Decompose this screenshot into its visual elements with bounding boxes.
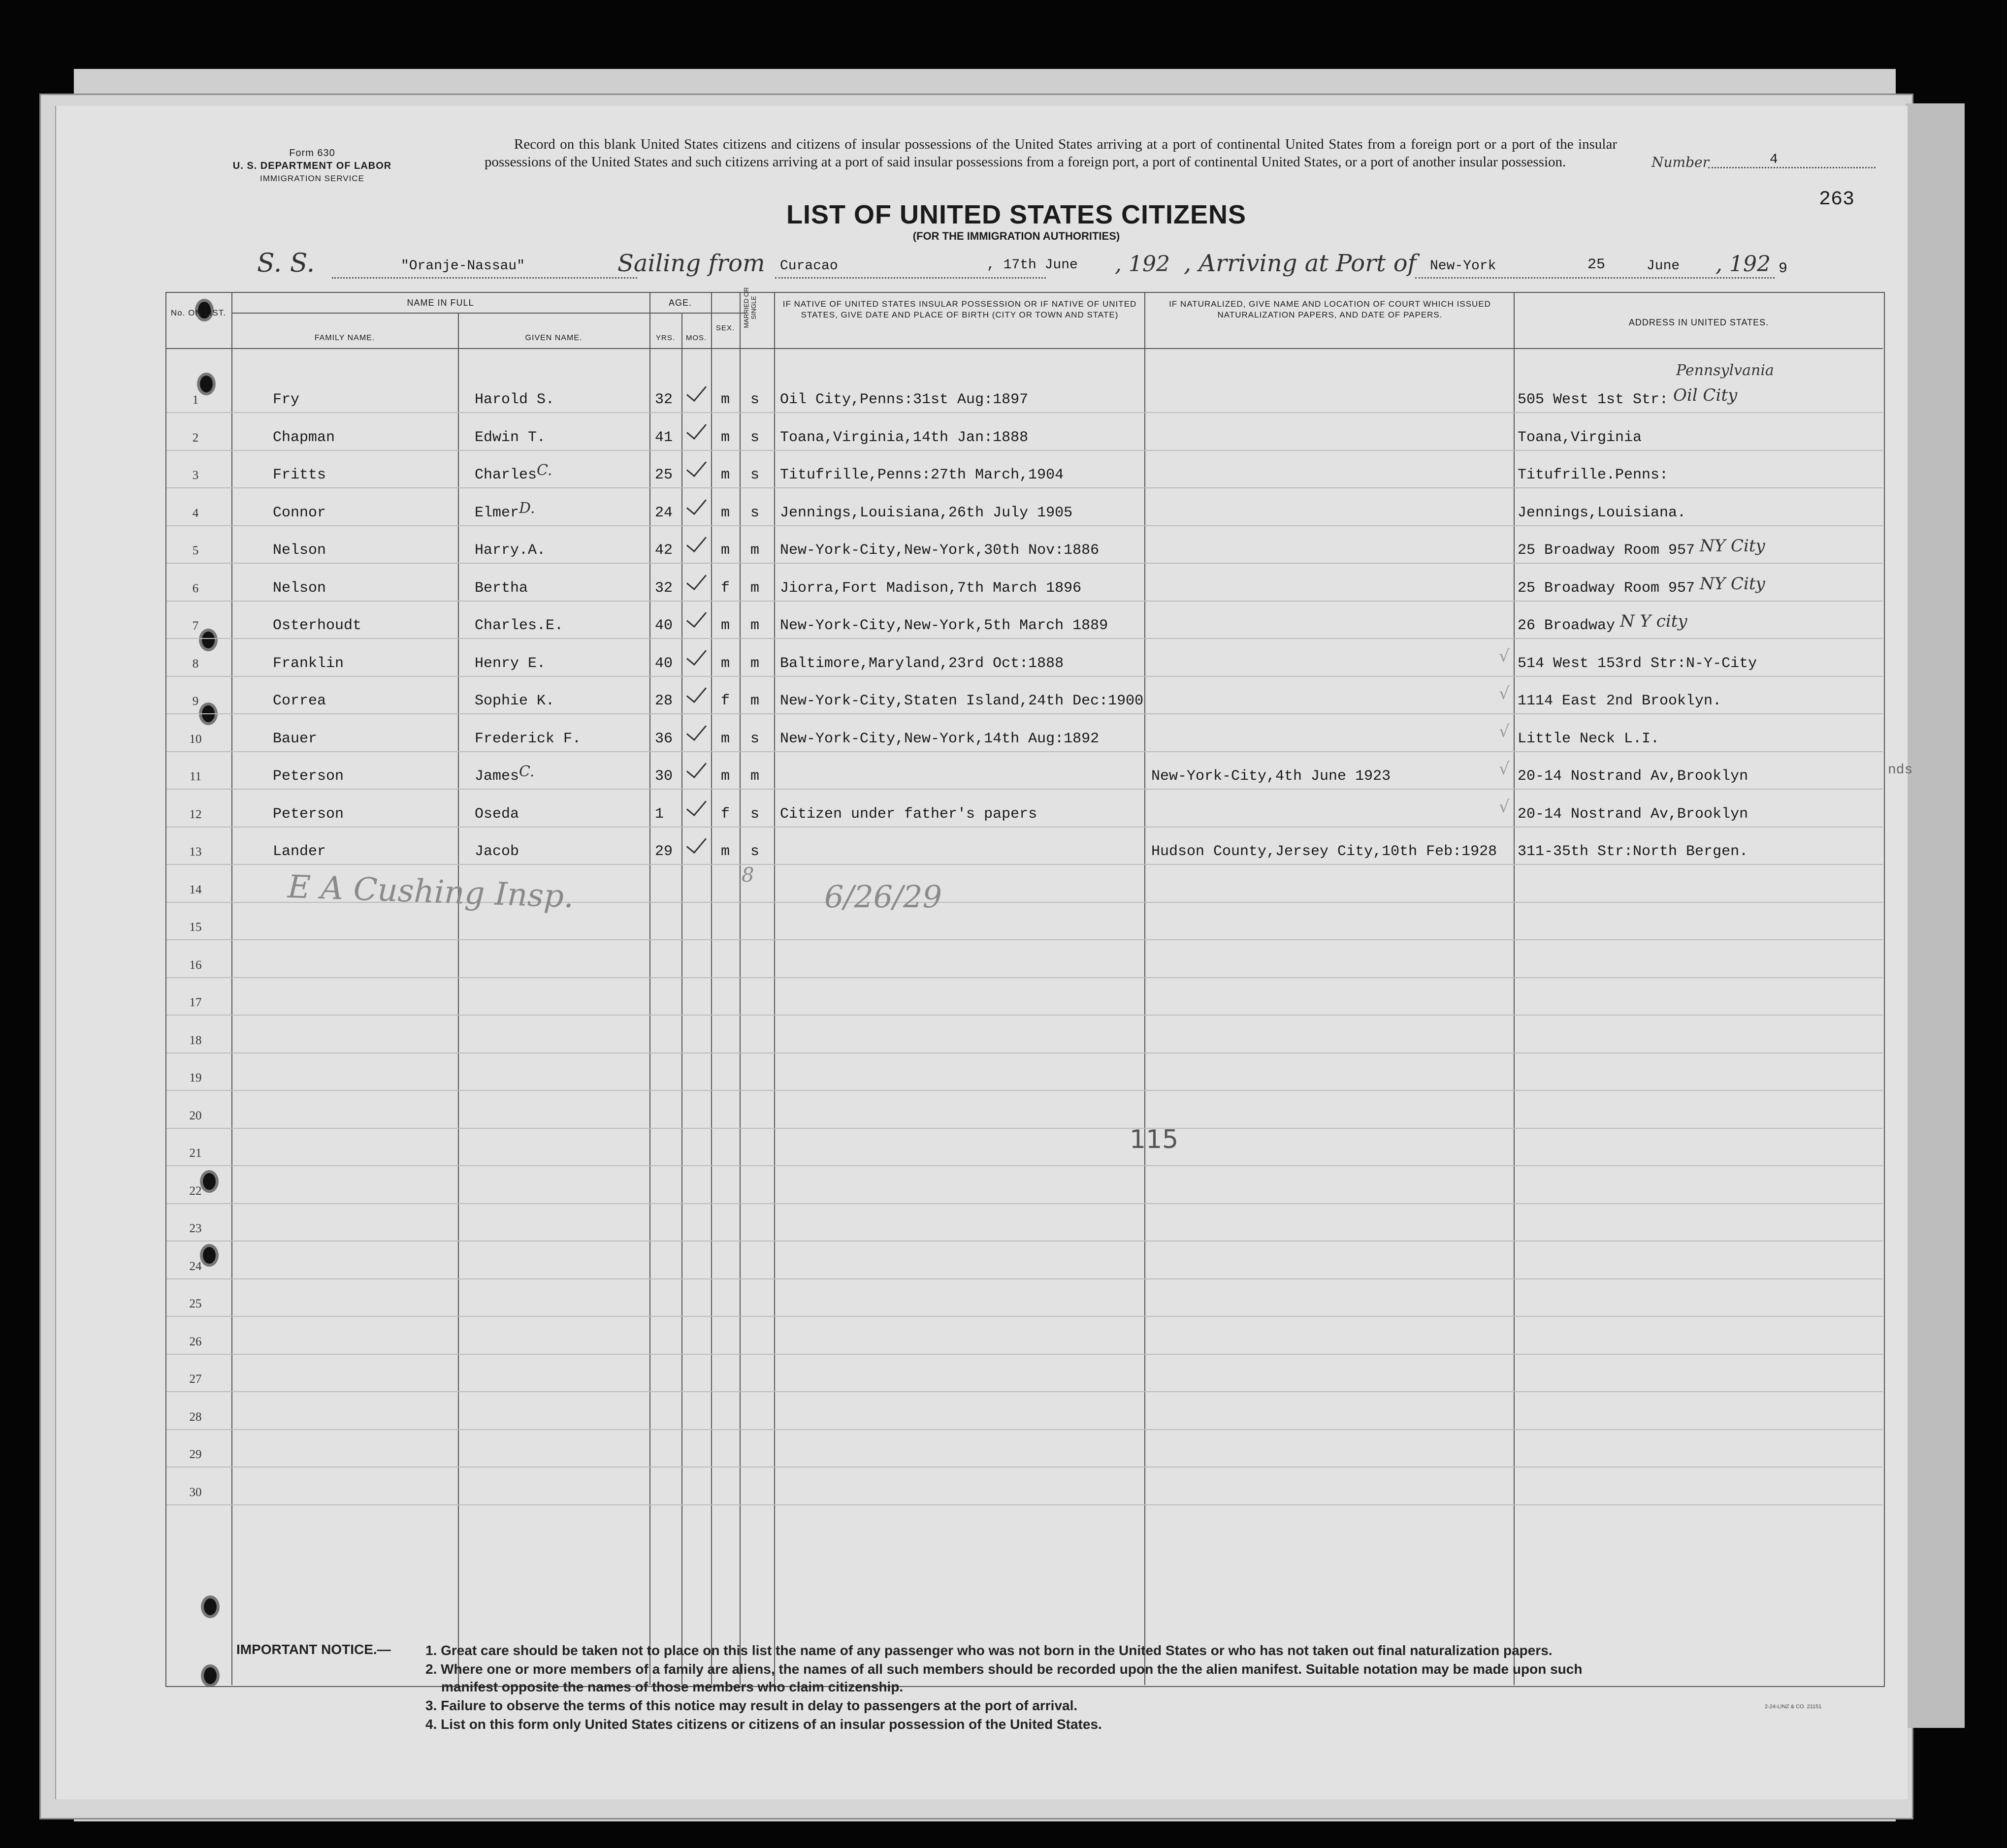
age-years: 29 [655,843,673,860]
age-years: 40 [655,617,673,634]
sex: m [721,617,730,634]
given-name: James [475,768,519,785]
row-number: 5 [192,544,199,557]
row-number: 12 [189,807,202,821]
address: 311-35th Str:North Bergen. [1518,843,1748,860]
address: 514 West 153rd Str:N-Y-City [1518,655,1757,672]
department-name: U. S. DEPARTMENT OF LABOR [232,160,392,171]
given-name: Sophie K. [475,693,555,709]
notice-item-2: 2. Where one or more members of a family are aliens, the names of all such members should be recorded upon the the alien manifest. Suitable notation may be made upon such [425,1661,1583,1677]
row-rule [166,1015,1883,1016]
page-title: LIST OF UNITED STATES CITIZENS [786,200,1246,229]
col-rule [740,292,741,1685]
sail-date: , 17th June [987,257,1078,273]
given-name-handwritten: C. [537,462,552,479]
row-rule [166,525,1883,526]
family-name: Connor [273,504,326,521]
manifest-table [165,292,1885,1687]
address-handwritten: NY City [1700,574,1765,594]
marital-status: s [750,467,760,483]
family-name: Nelson [273,542,326,559]
marital-status: s [750,391,760,408]
form-page [55,106,1913,1799]
margin-fragment: nds [1888,763,1913,778]
family-name: Franklin [273,655,344,672]
sex: m [721,655,730,672]
sex: f [721,693,730,709]
age-years: 24 [655,504,673,521]
col-header-native: IF NATIVE OF UNITED STATES INSULAR POSSESSION OR IF NATIVE OF UNITED STATES, GIVE DATE AND PLACE OF BIRTH (CITY OR TOWN AND STATE) [782,299,1137,319]
birth-place-date: Jiorra,Fort Madison,7th March 1896 [780,579,1082,597]
ss-label: S. S. [257,249,315,278]
marital-status: s [750,504,760,521]
row-rule [166,1316,1883,1317]
service-name: IMMIGRATION SERVICE [259,174,364,183]
family-name: Lander [273,843,326,860]
arrival-port-line [1415,277,1775,279]
given-name: Elmer [475,504,519,521]
row-rule [166,1090,1883,1091]
col-rule [681,313,682,1685]
col-rule [774,292,775,1685]
inspector-signature: E A Cushing Insp. [287,868,575,916]
number-label: Number [1651,154,1709,170]
sex: m [721,843,730,860]
row-rule [166,563,1883,564]
row-number: 11 [189,770,202,783]
given-name: Charles [475,467,537,483]
family-name: Peterson [273,805,344,823]
birth-place-date: Oil City,Penns:31st Aug:1897 [780,391,1029,408]
family-name: Correa [273,693,326,709]
family-name: Nelson [273,579,326,597]
verification-tick: √ [1499,759,1510,779]
age-years: 40 [655,655,673,672]
given-name-handwritten: C. [519,763,535,780]
marital-status: s [750,843,760,860]
row-rule [166,939,1883,940]
age-years: 42 [655,542,673,559]
address-handwritten: NY City [1700,536,1765,556]
row-number: 25 [189,1297,202,1310]
age-years: 25 [655,467,673,483]
arrival-port: New-York [1430,258,1496,274]
age-years: 36 [655,730,673,747]
birth-place-date: Baltimore,Maryland,23rd Oct:1888 [780,655,1064,672]
given-name: Harold S. [475,391,555,408]
col-rule [1514,292,1515,1685]
row-rule [166,1354,1883,1355]
sex: m [721,504,730,521]
row-rule [166,1052,1883,1053]
family-name: Fry [273,391,300,408]
from-port: Curacao [780,258,838,274]
col-header-no: No. ON LIST. [170,308,227,318]
row-rule [166,601,1883,602]
notice-item-2-cont: manifest opposite the names of those members who claim citizenship. [441,1679,904,1694]
family-name: Fritts [273,467,326,483]
birth-place-date: Titufrille,Penns:27th March,1904 [780,467,1064,483]
col-header-naturalized: IF NATURALIZED, GIVE NAME AND LOCATION OF COURT WHICH ISSUED NATURALIZATION PAPERS, AND DATE OF PAPERS. [1169,299,1491,319]
form-number: Form 630 [289,148,335,159]
given-name: Charles.E. [475,617,564,634]
address: 20-14 Nostrand Av,Brooklyn [1518,768,1748,785]
row-rule [166,1241,1883,1242]
address: 25 Broadway Room 957 [1518,542,1695,559]
arriving-label: , Arriving at Port of [1184,250,1417,277]
sex: f [721,579,730,597]
family-name: Osterhoudt [273,617,362,634]
given-name: Henry E. [475,655,546,672]
row-number: 28 [189,1410,202,1424]
row-number: 2 [192,431,199,445]
address-handwritten: Oil City [1673,385,1738,405]
number-line [1708,167,1876,168]
row-rule [166,789,1883,790]
sex: m [721,768,730,785]
family-name: Bauer [273,730,318,747]
row-rule [166,864,1883,865]
given-name: Oseda [475,805,519,823]
notice-heading: IMPORTANT NOTICE.— [236,1642,391,1657]
verification-tick: √ [1499,797,1510,817]
row-rule [166,1278,1883,1279]
given-name: Bertha [475,579,528,597]
marital-status: m [750,693,760,709]
row-rule [166,450,1883,451]
row-number: 14 [189,883,202,896]
birth-place-date: New-York-City,New-York,14th Aug:1892 [780,730,1100,747]
address: Titufrille.Penns: [1518,467,1669,483]
row-rule [166,1466,1883,1467]
row-number: 26 [189,1335,202,1348]
marital-status: s [750,805,760,823]
marital-status: s [750,730,760,747]
sex: f [721,805,730,823]
row-rule [166,1165,1883,1166]
arrival-year-digit: 9 [1779,260,1788,277]
sex: m [721,429,730,446]
birth-place-date: New-York-City,New-York,30th Nov:1886 [780,542,1100,559]
marital-status: m [750,542,760,559]
col-rule [711,292,712,1685]
row-number: 10 [189,732,202,746]
age-years: 41 [655,429,673,446]
row-number: 7 [192,619,199,633]
marital-status: m [750,768,760,785]
col-header-mos: MOS. [685,334,707,342]
sail-year: , 192 [1115,252,1170,277]
ship-name: "Oranje-Nassau" [401,258,525,274]
col-header-yrs: YRS. [655,334,675,342]
naturalization-court: Hudson County,Jersey City,10th Feb:1928 [1151,843,1497,860]
address: 1114 East 2nd Brooklyn. [1518,693,1722,709]
verification-tick: √ [1499,684,1510,703]
stamp-number: 115 [1130,1125,1179,1154]
col-header-address: ADDRESS IN UNITED STATES. [1628,318,1769,327]
row-rule [166,1429,1883,1430]
sailing-label: Sailing from [617,250,765,277]
verification-tick: √ [1499,646,1510,666]
given-name: Edwin T. [475,429,546,446]
row-number: 23 [189,1222,202,1235]
sex: m [721,730,730,747]
notice-item-3: 3. Failure to observe the terms of this notice may result in delay to passengers at the port of arrival. [425,1698,1078,1713]
inspection-date: 6/26/29 [824,879,942,915]
sex: m [721,542,730,559]
birth-place-date: Jennings,Louisiana,26th July 1905 [780,504,1073,521]
family-name: Chapman [273,429,335,446]
address: Little Neck L.I. [1518,730,1660,747]
ship-line [332,277,637,279]
row-number: 13 [189,845,202,859]
marital-status: m [750,617,760,634]
row-number: 19 [189,1071,202,1084]
address: Jennings,Louisiana. [1518,504,1686,521]
row-number: 1 [192,393,199,407]
arrival-day: 25 [1587,256,1606,273]
birth-place-date: New-York-City,New-York,5th March 1889 [780,617,1108,634]
birth-place-date: Citizen under father's papers [780,805,1037,823]
arrival-year: , 192 [1716,252,1771,277]
marital-status: s [750,429,760,446]
row-rule [166,1128,1883,1129]
arrival-month: June [1647,258,1680,274]
col-header-married: MARRIED OR SINGLE [743,287,757,328]
row-rule [166,713,1883,714]
age-years: 1 [655,805,664,823]
row-rule [166,1203,1883,1204]
number-value: 4 [1770,152,1778,167]
row-number: 16 [189,958,202,972]
family-name: Peterson [273,768,344,785]
form-instruction: Record on this blank United States citizens and citizens of insular possessions of the United States arriving at a port of continental United States from a foreign port or a port of the insular possessions of the United States and such citizens arriving at a port of said insular possessions from a foreign port, a port of continental United States, or a port of another insular possession. [485,136,1617,170]
naturalization-court: New-York-City,4th June 1923 [1151,768,1391,785]
given-name-handwritten: D. [519,499,535,517]
col-rule [458,313,459,1685]
age-years: 32 [655,391,673,408]
col-rule [1144,292,1145,1685]
notice-items [425,1643,1883,1732]
notice-item-4: 4. List on this form only United States citizens or citizens of an insular possession of the United States. [425,1717,1102,1732]
address: 26 Broadway [1518,617,1616,634]
row-rule [166,487,1883,488]
row-number: 22 [189,1184,202,1198]
row-number: 17 [189,996,202,1009]
row-number: 30 [189,1485,202,1499]
row-rule [166,638,1883,639]
age-years: 28 [655,693,673,709]
page-subtitle: (FOR THE IMMIGRATION AUTHORITIES) [912,230,1120,242]
row-rule [166,751,1883,752]
sex: m [721,467,730,483]
from-port-line [775,277,1046,279]
notice-item-1: 1. Great care should be taken not to place on this list the name of any passenger who was not born in the United States or who has not taken out final naturalization papers. [425,1643,1553,1658]
row-number: 3 [192,469,199,482]
col-header-name: NAME IN FULL [407,298,474,308]
row-rule [166,676,1883,677]
sex: m [721,391,730,408]
address-handwritten: N Y city [1620,611,1687,631]
col-header-sex: SEX. [715,324,735,332]
row-rule [166,977,1883,978]
marital-status: m [750,655,760,672]
page-number: 263 [1819,189,1855,211]
address: 505 West 1st Str: [1518,391,1669,408]
row-number: 15 [189,921,202,934]
birth-place-date: Toana,Virginia,14th Jan:1888 [780,429,1029,446]
header-bottom-rule [165,348,1883,349]
col-header-family: FAMILY NAME. [314,334,375,342]
row-number: 8 [192,657,199,670]
given-name: Frederick F. [475,730,582,747]
row-rule [166,1391,1883,1392]
row-number: 18 [189,1033,202,1047]
row-number: 29 [189,1448,202,1461]
row-number: 21 [189,1147,202,1160]
age-years: 32 [655,579,673,597]
row-number: 6 [192,581,199,595]
row-rule [166,412,1883,413]
age-years: 30 [655,768,673,785]
printer-mark: 2-24-LINZ & CO. 21151 [1765,1704,1822,1710]
row-number: 24 [189,1259,202,1273]
name-age-subrule [231,313,746,314]
inspection-time: 8 [742,864,754,887]
col-rule [649,292,650,1685]
col-header-given: GIVEN NAME. [525,334,583,342]
address: Toana,Virginia [1518,429,1642,446]
row-rule [166,1504,1883,1505]
row-number: 4 [192,506,199,520]
marital-status: m [750,579,760,597]
address: 20-14 Nostrand Av,Brooklyn [1518,805,1748,823]
row-rule [166,827,1883,828]
col-header-age: AGE. [668,298,692,308]
background-sheet [1906,103,1965,1728]
row-number: 20 [189,1109,202,1122]
given-name: Harry.A. [475,542,546,559]
row-number: 9 [192,695,199,708]
row-number: 27 [189,1372,202,1386]
given-name: Jacob [475,843,519,860]
col-rule [231,292,232,1685]
address-handwritten-state: Pennsylvania [1676,362,1774,379]
address: 25 Broadway Room 957 [1518,579,1695,597]
verification-tick: √ [1499,721,1510,741]
birth-place-date: New-York-City,Staten Island,24th Dec:1900 [780,693,1144,709]
